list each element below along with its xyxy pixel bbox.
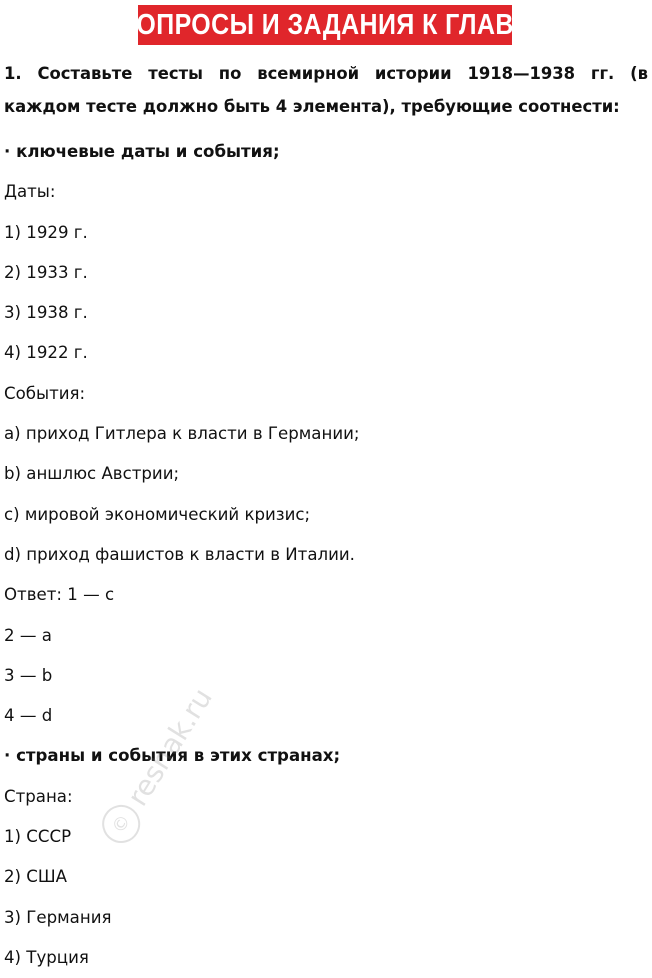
event-item-b: b) аншлюс Австрии; xyxy=(4,464,180,484)
countries-label: Страна: xyxy=(4,786,73,806)
country-item-1: 1) СССР xyxy=(4,827,72,847)
answer-content xyxy=(4,132,644,978)
country-item-3: 3) Германия xyxy=(4,907,112,927)
answer-line-1: Ответ: 1 — c xyxy=(4,585,115,605)
watermark-text: reshak.ru xyxy=(120,682,219,812)
copyright-icon: © xyxy=(95,798,147,850)
date-item-2: 2) 1933 г. xyxy=(4,262,88,282)
events-label: События: xyxy=(4,383,86,403)
country-item-4: 4) Турция xyxy=(4,947,89,967)
event-item-c: c) мировой экономический кризис; xyxy=(4,504,311,524)
answer-line-4: 4 — d xyxy=(4,706,53,726)
banner-title: ВОПРОСЫ И ЗАДАНИЯ К ГЛАВЕ xyxy=(118,8,532,41)
task-1-text: 1. Составьте тесты по всемирной истории 1918—1938 гг. (в каждом тесте должно быть 4 элемента), требующие соотнести: xyxy=(4,64,648,116)
dates-label: Даты: xyxy=(4,182,56,202)
answer-line-3: 3 — b xyxy=(4,665,53,685)
event-item-a: a) приход Гитлера к власти в Германии; xyxy=(4,424,360,444)
answer-line-2: 2 — a xyxy=(4,625,52,645)
date-item-3: 3) 1938 г. xyxy=(4,303,88,323)
section-heading-countries-events: · страны и события в этих странах; xyxy=(4,746,341,766)
date-item-4: 4) 1922 г. xyxy=(4,343,88,363)
chapter-questions-banner xyxy=(118,5,532,45)
section-heading-dates-events: · ключевые даты и события; xyxy=(4,142,280,161)
country-item-2: 2) США xyxy=(4,867,67,887)
event-item-d: d) приход фашистов к власти в Италии. xyxy=(4,544,355,564)
date-item-1: 1) 1929 г. xyxy=(4,222,88,242)
